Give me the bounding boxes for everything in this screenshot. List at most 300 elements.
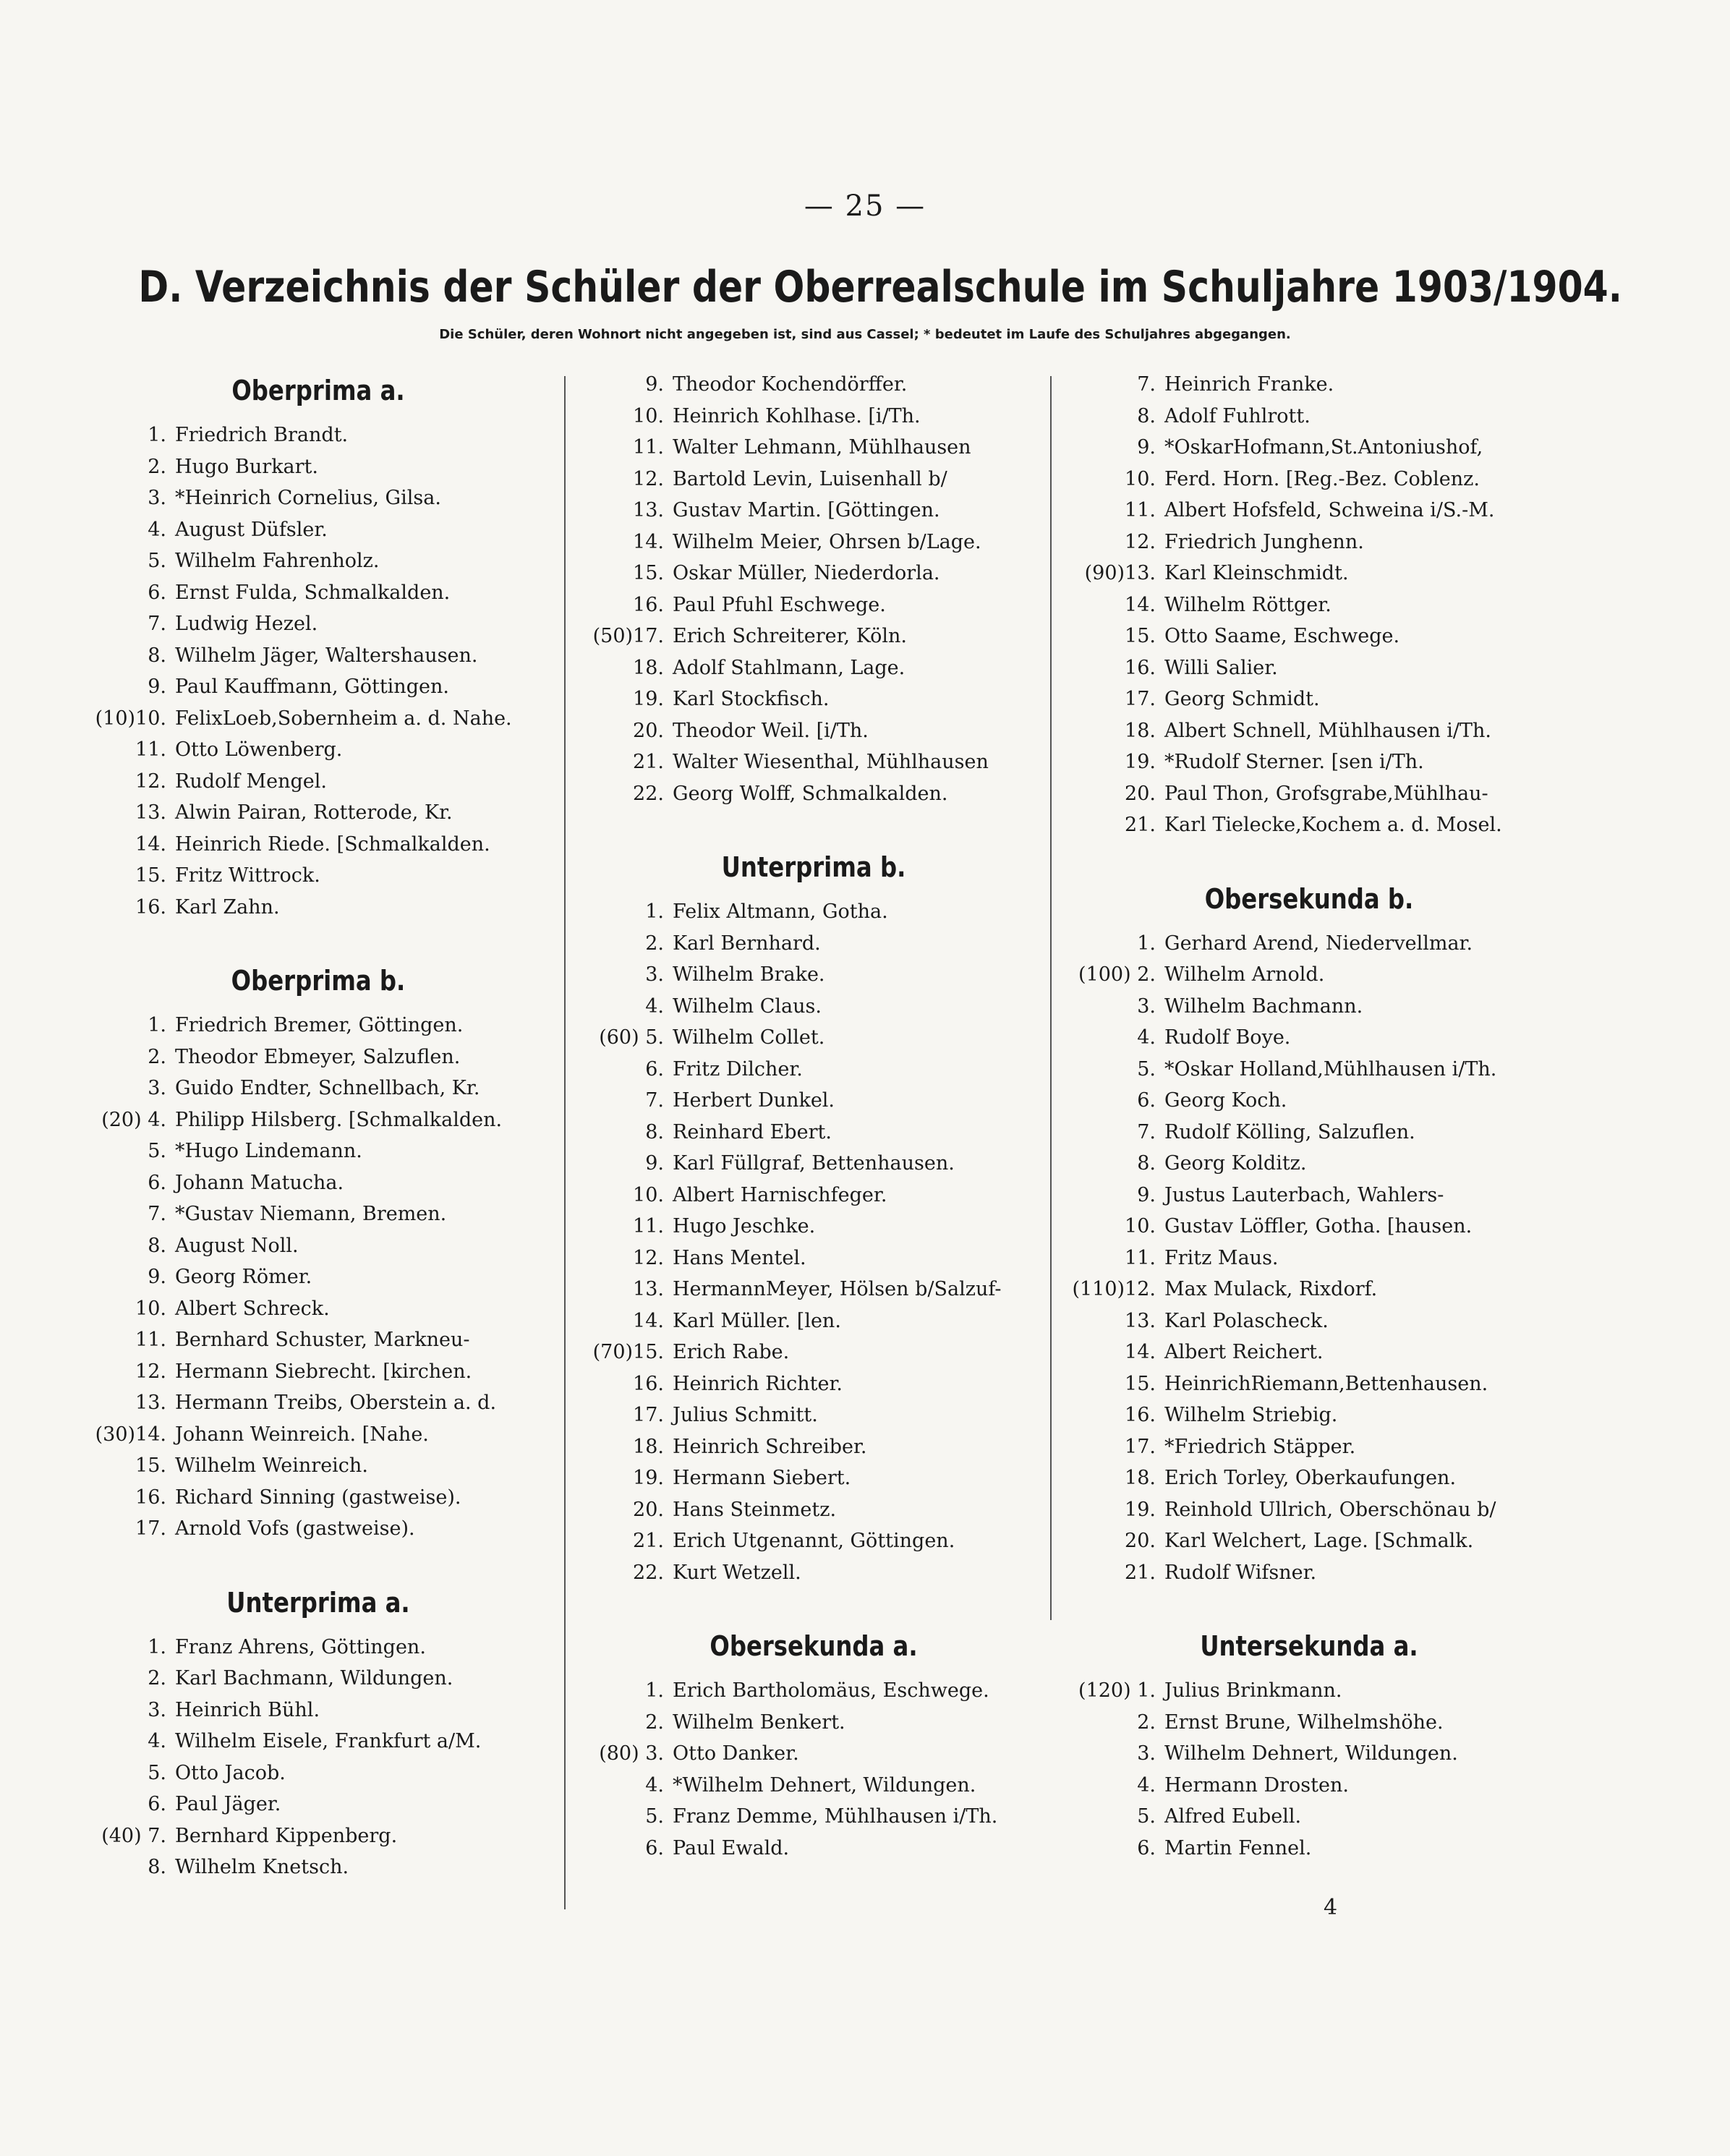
entry-number: 6. bbox=[148, 1171, 166, 1194]
student-entry bbox=[571, 401, 1056, 433]
entry-number: 14. bbox=[135, 832, 166, 856]
entry-text: Wilhelm Weinreich. bbox=[175, 1454, 368, 1477]
student-entry bbox=[571, 1770, 1056, 1802]
student-entry bbox=[76, 514, 561, 546]
entry-number: 4. bbox=[148, 518, 166, 541]
entry-text: Bernhard Schuster, Markneu- bbox=[175, 1329, 470, 1351]
student-entry bbox=[1063, 495, 1555, 527]
entry-number: 17. bbox=[1125, 688, 1156, 710]
entry-text: Wilhelm Knetsch. bbox=[175, 1856, 349, 1878]
student-entry bbox=[76, 482, 561, 514]
entry-text: Theodor Kochendörffer. bbox=[673, 373, 908, 396]
student-entry bbox=[571, 589, 1056, 621]
entry-number: 6. bbox=[148, 581, 166, 604]
entry-text: Friedrich Bremer, Göttingen. bbox=[175, 1014, 464, 1036]
student-entry bbox=[1063, 527, 1555, 558]
student-entry bbox=[76, 1820, 561, 1852]
entry-text: FelixLoeb,Sobernheim a. d. Nahe. bbox=[175, 707, 512, 730]
entry-text: Johann Weinreich. [Nahe. bbox=[175, 1423, 429, 1446]
student-entry bbox=[1063, 1738, 1555, 1770]
student-entry bbox=[1063, 1707, 1555, 1739]
entry-text: Walter Lehmann, Mühlhausen bbox=[673, 436, 971, 459]
entry-text: Otto Danker. bbox=[673, 1742, 799, 1765]
student-entry bbox=[76, 766, 561, 798]
page-subtitle: Die Schüler, deren Wohnort nicht angegeben ist, sind aus Cassel; * bedeutet im Laufe des Schuljahres abgegangen. bbox=[439, 327, 1291, 342]
entry-text: Franz Demme, Mühlhausen i/Th. bbox=[673, 1805, 998, 1828]
column-1 bbox=[76, 362, 561, 1883]
entry-number: 19. bbox=[633, 1467, 664, 1489]
entry-number: 13. bbox=[633, 499, 664, 521]
entry-text: Otto Löwenberg. bbox=[175, 738, 343, 761]
student-entry bbox=[1063, 1675, 1555, 1707]
entry-text: Friedrich Brandt. bbox=[175, 424, 349, 446]
entry-text: *Wilhelm Dehnert, Wildungen. bbox=[673, 1773, 976, 1797]
student-entry bbox=[571, 715, 1056, 747]
entry-text: Hermann Drosten. bbox=[1164, 1773, 1349, 1797]
entry-text: Julius Schmitt. bbox=[673, 1404, 818, 1426]
entry-number: 5. bbox=[1137, 1057, 1156, 1081]
signature-mark: 4 bbox=[1324, 1895, 1338, 1920]
entry-number: 6. bbox=[148, 1793, 166, 1815]
entry-number: 14. bbox=[633, 1309, 664, 1332]
column-top-spacer bbox=[1063, 362, 1555, 369]
student-entry bbox=[571, 1054, 1056, 1086]
student-entry bbox=[76, 577, 561, 609]
student-entry bbox=[571, 896, 1056, 928]
entry-text: Heinrich Bühl. bbox=[175, 1698, 320, 1721]
student-entry bbox=[76, 829, 561, 861]
entry-number: 7. bbox=[1137, 373, 1156, 396]
student-entry bbox=[1063, 369, 1555, 401]
entry-number: 3. bbox=[1137, 994, 1156, 1018]
student-entry bbox=[76, 640, 561, 672]
student-entry bbox=[76, 1419, 561, 1451]
entry-number: 15. bbox=[135, 1454, 166, 1477]
section-heading: Obersekunda a. bbox=[710, 1630, 918, 1662]
student-entry bbox=[1063, 778, 1555, 810]
student-entry bbox=[571, 1801, 1056, 1833]
entry-text: Rudolf Mengel. bbox=[175, 770, 327, 793]
entry-text: Kurt Wetzell. bbox=[673, 1561, 801, 1584]
student-entry bbox=[1063, 1305, 1555, 1337]
entry-number: 3. bbox=[148, 1698, 166, 1721]
entry-text: Heinrich Schreiber. bbox=[673, 1435, 867, 1458]
entry-text: Felix Altmann, Gotha. bbox=[673, 900, 888, 923]
student-entry bbox=[571, 1738, 1056, 1770]
entry-number: 15. bbox=[633, 562, 664, 584]
student-entry bbox=[76, 1041, 561, 1073]
entry-text: Willi Salier. bbox=[1164, 656, 1278, 679]
entry-text: Albert Hofsfeld, Schweina i/S.-M. bbox=[1164, 499, 1495, 521]
entry-text: Reinhard Ebert. bbox=[673, 1120, 832, 1143]
student-entry bbox=[571, 652, 1056, 684]
entry-text: Theodor Weil. [i/Th. bbox=[673, 719, 869, 742]
student-entry bbox=[1063, 1431, 1555, 1463]
entry-text: Hermann Siebrecht. [kirchen. bbox=[175, 1360, 472, 1383]
student-entry bbox=[571, 1368, 1056, 1400]
entry-text: Fritz Maus. bbox=[1164, 1246, 1279, 1269]
student-entry bbox=[1063, 1368, 1555, 1400]
student-entry bbox=[1063, 959, 1555, 991]
entry-number: 9. bbox=[645, 1152, 664, 1175]
entry-text: Rudolf Kölling, Salzuflen. bbox=[1164, 1120, 1415, 1143]
student-entry bbox=[1063, 1337, 1555, 1368]
entry-number: 1. bbox=[645, 1679, 664, 1702]
entry-text: Wilhelm Claus. bbox=[673, 994, 822, 1018]
student-entry bbox=[571, 959, 1056, 991]
section-gap bbox=[1063, 1588, 1555, 1617]
entry-text: *Gustav Niemann, Bremen. bbox=[175, 1203, 447, 1225]
entry-number: 17. bbox=[135, 1517, 166, 1540]
entry-text: Albert Schnell, Mühlhausen i/Th. bbox=[1164, 719, 1491, 742]
entry-number: (30)14. bbox=[95, 1423, 166, 1446]
entry-text: Reinhold Ullrich, Oberschönau b/ bbox=[1164, 1498, 1496, 1521]
entry-number: 7. bbox=[1137, 1120, 1156, 1143]
entry-number: 18. bbox=[633, 1435, 664, 1458]
entry-number: 10. bbox=[633, 404, 664, 427]
entry-text: Heinrich Riede. [Schmalkalden. bbox=[175, 832, 490, 856]
entry-number: 21. bbox=[633, 1530, 664, 1552]
entry-number: 5. bbox=[1137, 1805, 1156, 1828]
entry-number: 12. bbox=[633, 1246, 664, 1269]
student-entry bbox=[76, 1230, 561, 1262]
entry-text: Heinrich Franke. bbox=[1164, 373, 1334, 396]
student-entry bbox=[571, 1675, 1056, 1707]
student-entry bbox=[571, 1085, 1056, 1117]
entry-text: *Rudolf Sterner. [sen i/Th. bbox=[1164, 751, 1424, 773]
student-entry bbox=[76, 1852, 561, 1883]
student-entry bbox=[1063, 464, 1555, 495]
entry-text: Erich Schreiterer, Köln. bbox=[673, 625, 907, 647]
student-entry bbox=[1063, 809, 1555, 841]
student-entry bbox=[1063, 928, 1555, 960]
entry-number: 21. bbox=[633, 751, 664, 773]
entry-text: Erich Rabe. bbox=[673, 1341, 790, 1363]
entry-text: *OskarHofmann,St.Antoniushof, bbox=[1164, 436, 1483, 459]
entry-number: 18. bbox=[633, 656, 664, 679]
student-entry bbox=[1063, 1274, 1555, 1305]
student-entry bbox=[1063, 746, 1555, 778]
student-entry bbox=[76, 1450, 561, 1482]
entry-text: Hans Steinmetz. bbox=[673, 1498, 837, 1521]
entry-text: August Noll. bbox=[175, 1234, 299, 1257]
entry-number: (40) 7. bbox=[101, 1824, 166, 1847]
student-entry bbox=[76, 1695, 561, 1726]
entry-text: Erich Torley, Oberkaufungen. bbox=[1164, 1467, 1457, 1489]
entry-number: 11. bbox=[135, 738, 166, 761]
entry-number: 6. bbox=[645, 1836, 664, 1859]
student-entry bbox=[76, 1356, 561, 1388]
entry-text: Walter Wiesenthal, Mühlhausen bbox=[673, 751, 989, 773]
entry-text: Hans Mentel. bbox=[673, 1246, 806, 1269]
student-entry bbox=[76, 703, 561, 735]
entry-number: 5. bbox=[645, 1805, 664, 1828]
entry-text: Ludwig Hezel. bbox=[175, 613, 318, 635]
entry-number: 8. bbox=[148, 644, 166, 667]
entry-number: 19. bbox=[633, 688, 664, 710]
entry-text: HeinrichRiemann,Bettenhausen. bbox=[1164, 1372, 1488, 1395]
entry-text: Georg Kolditz. bbox=[1164, 1152, 1307, 1175]
entry-text: Arnold Vofs (gastweise). bbox=[175, 1517, 415, 1540]
entry-text: Georg Koch. bbox=[1164, 1089, 1287, 1112]
entry-number: 11. bbox=[1125, 1246, 1156, 1269]
entry-number: 12. bbox=[633, 467, 664, 490]
student-entry bbox=[571, 991, 1056, 1023]
entry-number: 18. bbox=[1125, 719, 1156, 742]
section-heading: Obersekunda b. bbox=[1204, 882, 1414, 915]
entry-text: Gerhard Arend, Niedervellmar. bbox=[1164, 932, 1473, 955]
entry-number: 2. bbox=[148, 455, 166, 478]
entry-number: 4. bbox=[645, 994, 664, 1018]
entry-text: Wilhelm Dehnert, Wildungen. bbox=[1164, 1742, 1458, 1765]
section-gap bbox=[1063, 841, 1555, 870]
entry-text: Hugo Jeschke. bbox=[673, 1215, 816, 1237]
entry-number: 21. bbox=[1125, 814, 1156, 836]
student-entry bbox=[1063, 401, 1555, 433]
entry-number: 16. bbox=[1125, 1404, 1156, 1426]
student-entry bbox=[76, 1632, 561, 1663]
entry-text: Rudolf Wifsner. bbox=[1164, 1561, 1317, 1584]
student-entry bbox=[1063, 621, 1555, 652]
entry-text: Karl Bernhard. bbox=[673, 932, 821, 955]
entry-number: (120) 1. bbox=[1078, 1679, 1156, 1702]
entry-text: August Düfsler. bbox=[175, 518, 328, 541]
entry-number: 12. bbox=[135, 1360, 166, 1383]
entry-text: Wilhelm Striebig. bbox=[1164, 1404, 1338, 1426]
entry-number: 22. bbox=[633, 1561, 664, 1584]
entry-text: Karl Bachmann, Wildungen. bbox=[175, 1667, 453, 1690]
entry-number: 20. bbox=[633, 719, 664, 742]
entry-number: 13. bbox=[135, 1392, 166, 1414]
entry-text: Wilhelm Benkert. bbox=[673, 1710, 845, 1734]
entry-number: 1. bbox=[148, 1635, 166, 1658]
student-entry bbox=[76, 1789, 561, 1820]
entry-text: Alfred Eubell. bbox=[1164, 1805, 1302, 1828]
student-entry bbox=[571, 1431, 1056, 1463]
entry-text: Oskar Müller, Niederdorla. bbox=[673, 562, 940, 584]
entry-text: Erich Utgenannt, Göttingen. bbox=[673, 1530, 955, 1552]
entry-number: 11. bbox=[633, 436, 664, 459]
student-entry bbox=[571, 1180, 1056, 1211]
student-entry bbox=[76, 734, 561, 766]
entry-text: Paul Jäger. bbox=[175, 1793, 281, 1815]
student-entry bbox=[571, 432, 1056, 464]
entry-number: 11. bbox=[135, 1329, 166, 1351]
entry-text: Karl Müller. [len. bbox=[673, 1309, 841, 1332]
student-entry bbox=[76, 1293, 561, 1325]
entry-number: 10. bbox=[135, 1297, 166, 1320]
entry-text: Theodor Ebmeyer, Salzuflen. bbox=[175, 1045, 461, 1068]
entry-number: 15. bbox=[1125, 1372, 1156, 1395]
student-entry bbox=[1063, 1022, 1555, 1054]
student-entry bbox=[1063, 683, 1555, 715]
entry-number: 3. bbox=[148, 1077, 166, 1099]
entry-text: Paul Kauffmann, Göttingen. bbox=[175, 676, 449, 698]
entry-number: 5. bbox=[148, 550, 166, 572]
entry-number: 14. bbox=[1125, 593, 1156, 616]
entry-text: Hermann Treibs, Oberstein a. d. bbox=[175, 1392, 497, 1414]
entry-text: Heinrich Kohlhase. [i/Th. bbox=[673, 404, 921, 427]
entry-number: 19. bbox=[1125, 1498, 1156, 1521]
entry-number: 10. bbox=[633, 1183, 664, 1206]
section-heading: Oberprima a. bbox=[231, 375, 405, 406]
entry-number: 2. bbox=[1137, 1710, 1156, 1734]
student-entry bbox=[571, 369, 1056, 401]
entry-text: Ernst Brune, Wilhelmshöhe. bbox=[1164, 1710, 1444, 1734]
student-entry bbox=[76, 892, 561, 924]
student-entry bbox=[571, 464, 1056, 495]
entry-number: 4. bbox=[1137, 1773, 1156, 1797]
entry-number: 4. bbox=[148, 1730, 166, 1752]
entry-text: Erich Bartholomäus, Eschwege. bbox=[673, 1679, 989, 1702]
entry-number: (10)10. bbox=[95, 707, 166, 730]
student-entry bbox=[571, 1117, 1056, 1149]
entry-text: *Hugo Lindemann. bbox=[175, 1140, 362, 1162]
entry-number: 14. bbox=[1125, 1341, 1156, 1363]
student-entry bbox=[76, 419, 561, 451]
entry-text: Wilhelm Röttger. bbox=[1164, 593, 1331, 616]
entry-number: 17. bbox=[1125, 1435, 1156, 1458]
page-title: D. Verzeichnis der Schüler der Oberrealschule im Schuljahre 1903/1904. bbox=[138, 262, 1622, 312]
entry-number: 2. bbox=[645, 1710, 664, 1734]
entry-number: (50)17. bbox=[592, 625, 664, 647]
student-entry bbox=[571, 1211, 1056, 1243]
student-entry bbox=[76, 608, 561, 640]
entry-number: 8. bbox=[148, 1856, 166, 1878]
student-entry bbox=[1063, 1243, 1555, 1274]
entry-text: Albert Reichert. bbox=[1164, 1341, 1324, 1363]
column-top-spacer bbox=[571, 362, 1056, 369]
entry-text: Gustav Löffler, Gotha. [hausen. bbox=[1164, 1215, 1473, 1237]
student-entry bbox=[76, 1387, 561, 1419]
entry-number: 18. bbox=[1125, 1467, 1156, 1489]
entry-number: (70)15. bbox=[592, 1341, 664, 1363]
entry-number: 4. bbox=[1137, 1026, 1156, 1049]
section-gap bbox=[571, 809, 1056, 838]
entry-text: Friedrich Junghenn. bbox=[1164, 530, 1364, 553]
column-2 bbox=[571, 362, 1056, 1864]
entry-text: Adolf Stahlmann, Lage. bbox=[673, 656, 906, 679]
section-gap bbox=[571, 1588, 1056, 1617]
entry-text: Ernst Fulda, Schmalkalden. bbox=[175, 581, 451, 604]
entry-number: 16. bbox=[1125, 656, 1156, 679]
student-entry bbox=[571, 1525, 1056, 1557]
entry-number: 11. bbox=[1125, 499, 1156, 521]
student-entry bbox=[76, 545, 561, 577]
entry-number: 8. bbox=[645, 1120, 664, 1143]
student-entry bbox=[76, 1261, 561, 1293]
entry-number: 1. bbox=[148, 424, 166, 446]
entry-text: Albert Harnischfeger. bbox=[673, 1183, 887, 1206]
entry-text: Wilhelm Eisele, Frankfurt a/M. bbox=[175, 1730, 482, 1752]
student-entry bbox=[76, 1513, 561, 1545]
student-entry bbox=[76, 1726, 561, 1757]
entry-text: Wilhelm Bachmann. bbox=[1164, 994, 1363, 1018]
student-entry bbox=[571, 1274, 1056, 1305]
entry-number: 10. bbox=[1125, 467, 1156, 490]
entry-text: Alwin Pairan, Rotterode, Kr. bbox=[175, 801, 453, 824]
student-entry bbox=[1063, 1148, 1555, 1180]
entry-number: 9. bbox=[148, 676, 166, 698]
entry-text: Otto Saame, Eschwege. bbox=[1164, 625, 1400, 647]
entry-number: 16. bbox=[135, 895, 166, 919]
student-entry bbox=[1063, 652, 1555, 684]
entry-text: Karl Zahn. bbox=[175, 895, 280, 919]
entry-text: Rudolf Boye. bbox=[1164, 1026, 1291, 1049]
student-entry bbox=[1063, 1557, 1555, 1589]
student-entry bbox=[571, 1494, 1056, 1526]
entry-number: 13. bbox=[1125, 1309, 1156, 1332]
student-entry bbox=[76, 451, 561, 483]
section-gap bbox=[76, 923, 561, 952]
entry-number: (20) 4. bbox=[101, 1108, 166, 1131]
student-entry bbox=[571, 1707, 1056, 1739]
entry-number: 3. bbox=[645, 963, 664, 986]
entry-text: Karl Kleinschmidt. bbox=[1164, 562, 1349, 584]
entry-text: Georg Wolff, Schmalkalden. bbox=[673, 782, 948, 805]
entry-number: 20. bbox=[1125, 1530, 1156, 1552]
entry-text: HermannMeyer, Hölsen b/Salzuf- bbox=[673, 1278, 1002, 1300]
student-entry bbox=[76, 1010, 561, 1041]
entry-number: 9. bbox=[1137, 1183, 1156, 1206]
section-gap bbox=[76, 1545, 561, 1574]
entry-number: 8. bbox=[1137, 404, 1156, 427]
student-entry bbox=[571, 1305, 1056, 1337]
student-entry bbox=[76, 860, 561, 892]
entry-text: Karl Stockfisch. bbox=[673, 688, 830, 710]
entry-number: 9. bbox=[148, 1266, 166, 1288]
student-entry bbox=[571, 1148, 1056, 1180]
entry-number: 15. bbox=[1125, 625, 1156, 647]
student-entry bbox=[571, 621, 1056, 652]
entry-number: 7. bbox=[645, 1089, 664, 1112]
entry-text: Wilhelm Collet. bbox=[673, 1026, 825, 1049]
student-entry bbox=[1063, 1462, 1555, 1494]
student-entry bbox=[571, 928, 1056, 960]
student-entry bbox=[1063, 1801, 1555, 1833]
entry-number: 12. bbox=[1125, 530, 1156, 553]
student-entry bbox=[1063, 1399, 1555, 1431]
entry-number: 16. bbox=[633, 1372, 664, 1395]
student-entry bbox=[1063, 1211, 1555, 1243]
entry-text: Hugo Burkart. bbox=[175, 455, 318, 478]
entry-number: 15. bbox=[135, 864, 166, 887]
student-entry bbox=[76, 1198, 561, 1230]
entry-text: Paul Pfuhl Eschwege. bbox=[673, 593, 886, 616]
entry-text: *Heinrich Cornelius, Gilsa. bbox=[175, 487, 441, 509]
entry-number: 13. bbox=[135, 801, 166, 824]
entry-text: Fritz Wittrock. bbox=[175, 864, 320, 887]
entry-text: Georg Schmidt. bbox=[1164, 688, 1320, 710]
student-entry bbox=[1063, 432, 1555, 464]
student-entry bbox=[571, 558, 1056, 589]
student-entry bbox=[76, 1757, 561, 1789]
entry-text: Guido Endter, Schnellbach, Kr. bbox=[175, 1077, 480, 1099]
student-entry bbox=[1063, 1494, 1555, 1526]
entry-text: Karl Polascheck. bbox=[1164, 1309, 1329, 1332]
entry-number: 9. bbox=[645, 373, 664, 396]
student-entry bbox=[76, 1135, 561, 1167]
entry-text: Richard Sinning (gastweise). bbox=[175, 1486, 461, 1509]
entry-number: 9. bbox=[1137, 436, 1156, 459]
student-entry bbox=[76, 1663, 561, 1695]
entry-text: Justus Lauterbach, Wahlers- bbox=[1164, 1183, 1444, 1206]
student-entry bbox=[571, 1243, 1056, 1274]
student-entry bbox=[76, 1324, 561, 1356]
entry-number: 6. bbox=[1137, 1089, 1156, 1112]
entry-text: Gustav Martin. [Göttingen. bbox=[673, 499, 940, 521]
entry-text: Philipp Hilsberg. [Schmalkalden. bbox=[175, 1108, 503, 1131]
